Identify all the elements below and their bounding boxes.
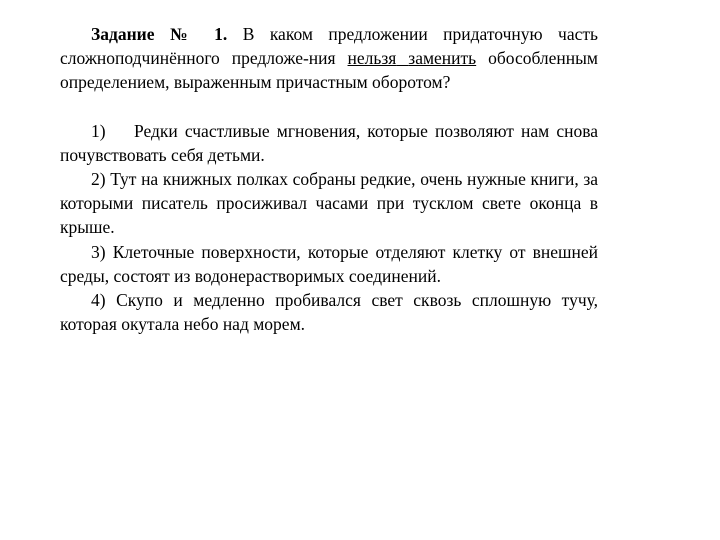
task-emphasis-nelzya: нельзя: [347, 48, 397, 69]
option-4: [60, 288, 598, 336]
option-2: [60, 167, 598, 240]
option-1-text: Редки счастливые мгновения, которые позволяют нам снова почувствовать себя детьми.: [60, 120, 599, 165]
option-4-text: Скупо и медленно пробивался свет сквозь сплошную тучу, которая окутала небо над морем.: [60, 290, 598, 335]
option-2-number: 2): [91, 169, 106, 190]
task-label: Задание № 1.: [91, 24, 228, 44]
task-text-before: В каком предложении придаточную часть сложноподчинённого предложе-ния: [60, 24, 598, 69]
option-2-text: Тут на книжных полках собраны редкие, очень нужные книги, за которыми писатель просиживал часами при тусклом свете оконца в крыше.: [60, 169, 599, 238]
task-statement: [60, 22, 598, 95]
option-1: [60, 119, 598, 167]
task-text-after: обособленным определением, выраженным причастным оборотом?: [60, 48, 598, 93]
option-4-number: 4): [91, 290, 106, 311]
option-3-number: 3): [91, 241, 106, 262]
document-body: [60, 22, 598, 336]
option-1-number: 1): [91, 120, 106, 141]
task-emphasis-space: [396, 48, 408, 68]
option-3-text: Клеточные поверхности, которые отделяют клетку от внешней среды, состоят из водонерастворимых соединений.: [60, 241, 598, 286]
option-3: [60, 240, 598, 288]
task-emphasis-zamenit: заменить: [408, 48, 477, 69]
